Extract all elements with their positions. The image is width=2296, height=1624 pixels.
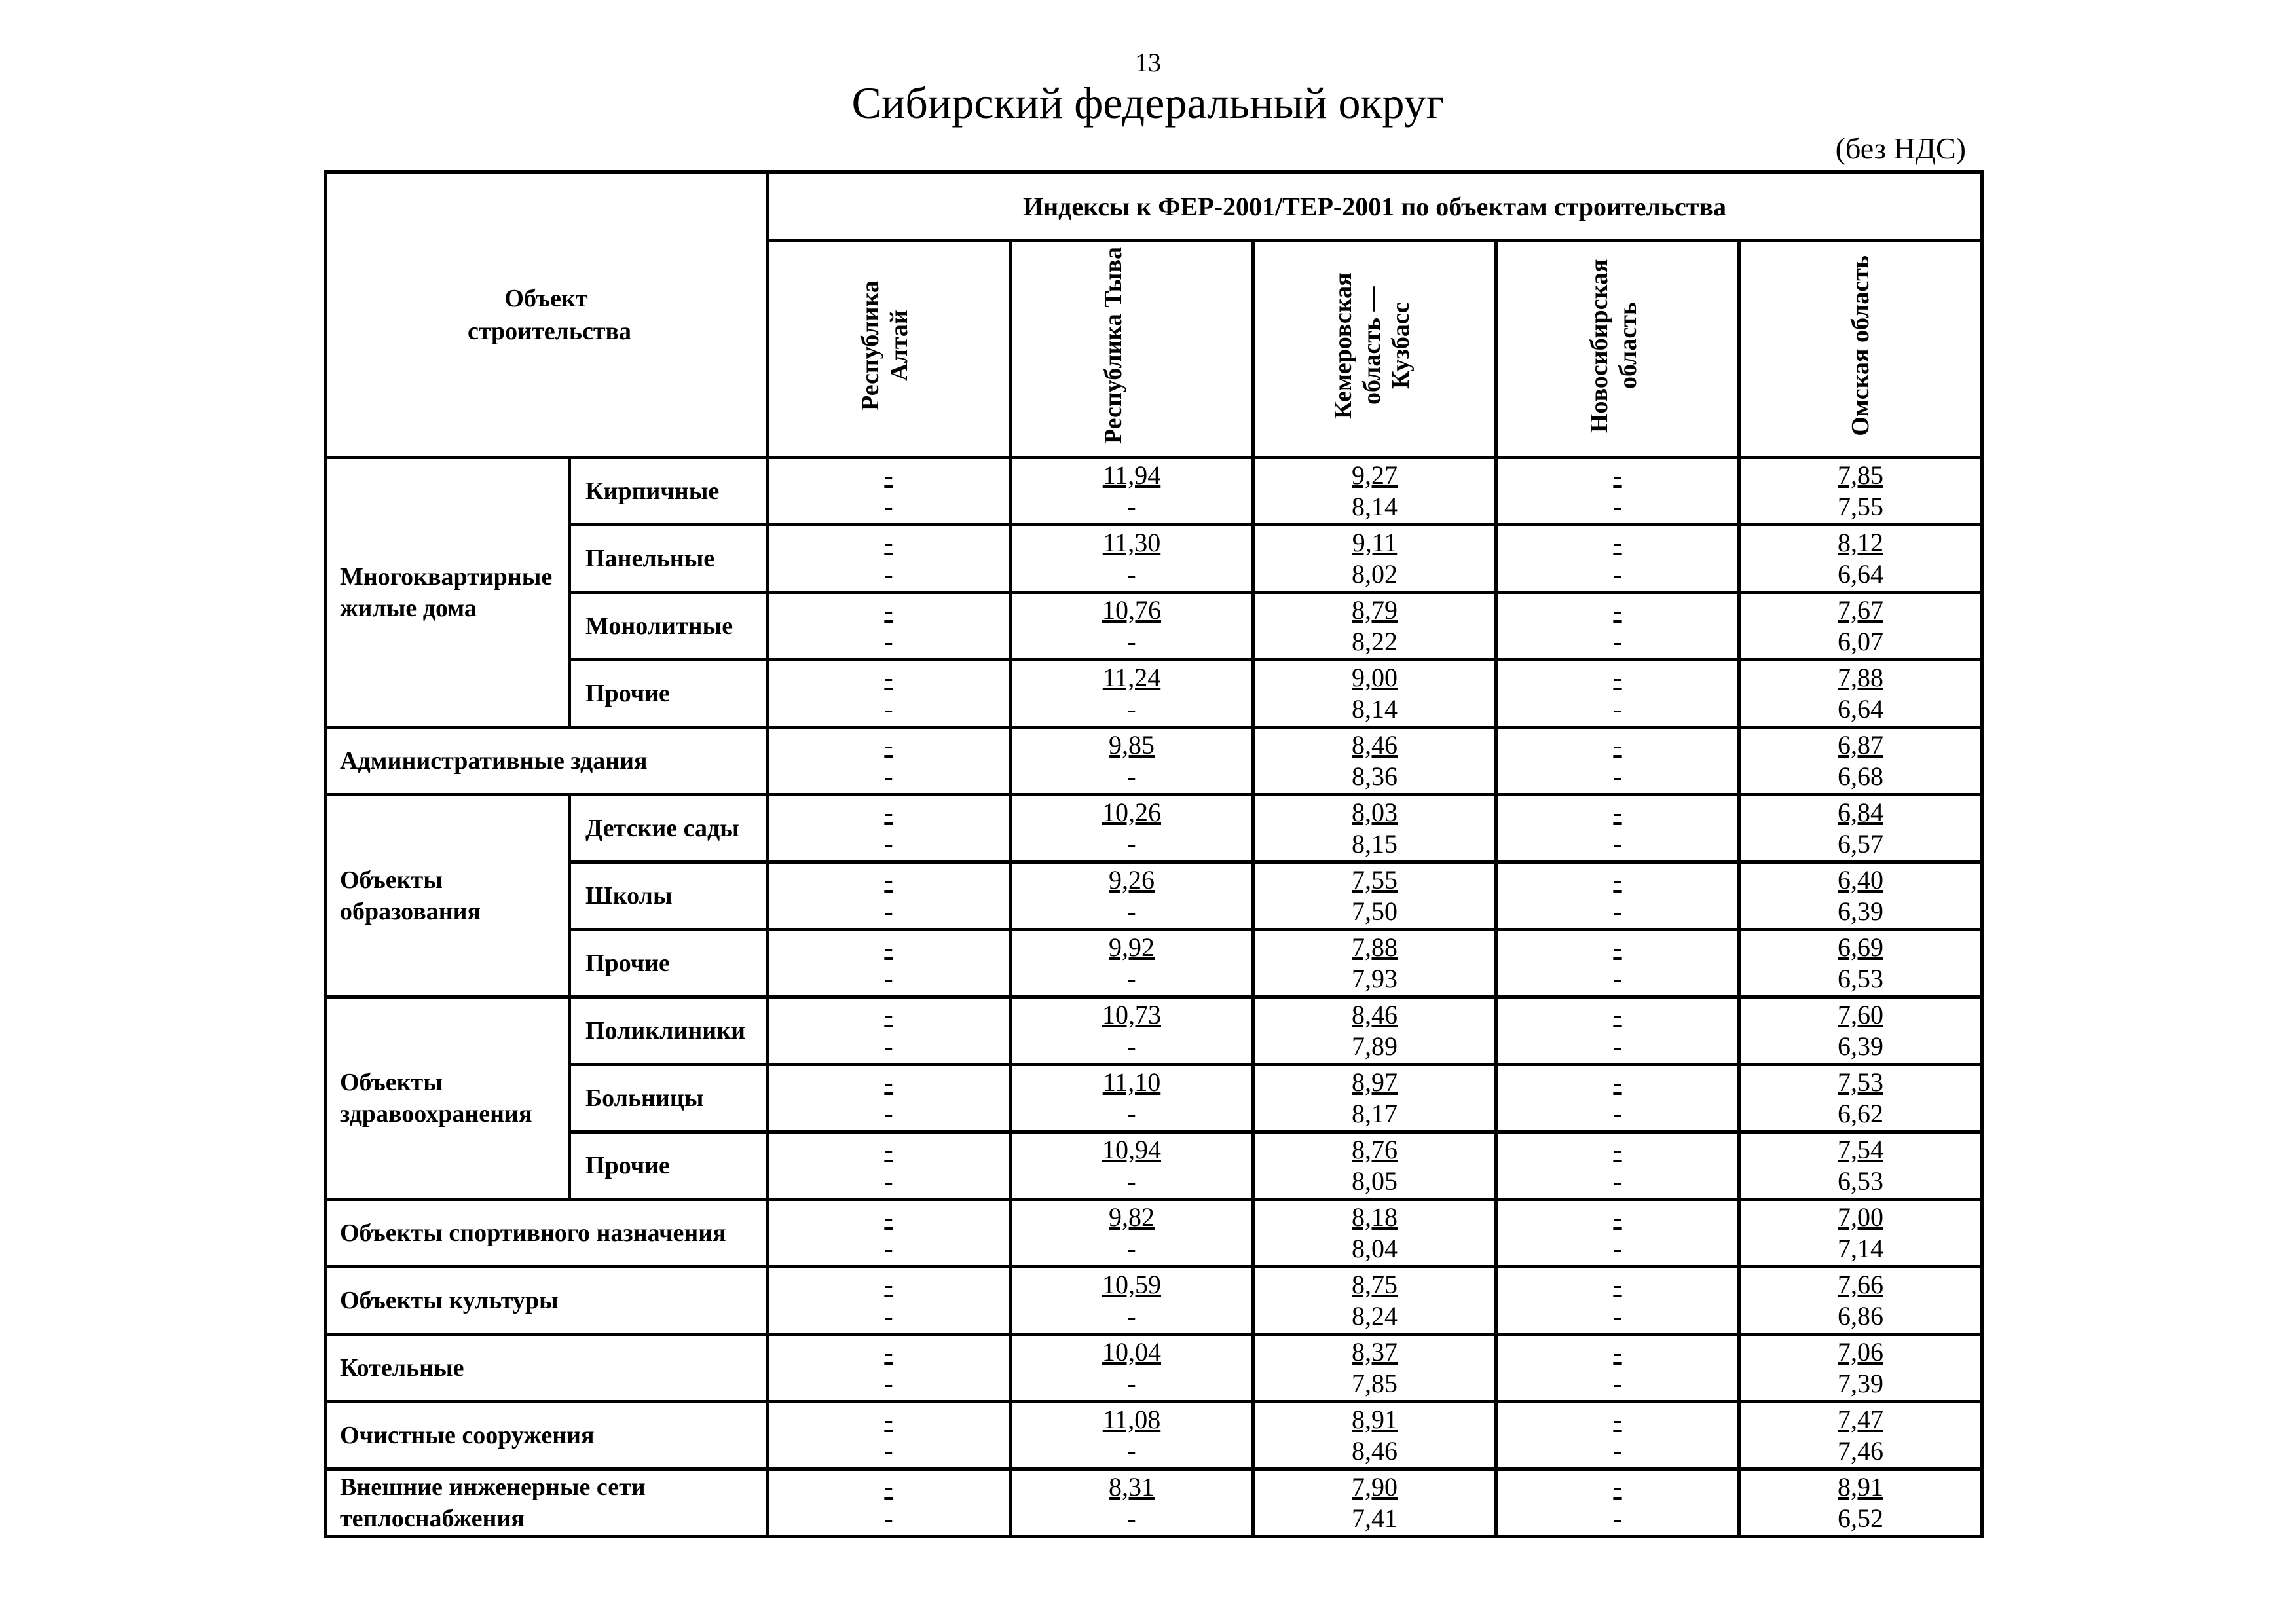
index-value-ter: 6,53 xyxy=(1838,964,1883,993)
index-value-ter: - xyxy=(884,1099,893,1128)
index-cell xyxy=(1010,593,1253,660)
row-group-label: Объекты здравоохранения xyxy=(325,997,570,1200)
index-value-fer: - xyxy=(1613,798,1622,827)
index-value-ter: - xyxy=(1127,762,1136,791)
index-value-fer: - xyxy=(884,1405,893,1434)
index-value-ter: - xyxy=(1613,1234,1622,1263)
index-value-ter: - xyxy=(1127,1301,1136,1331)
index-value-ter: - xyxy=(1613,1301,1622,1331)
index-value-fer: 8,31 xyxy=(1109,1472,1155,1502)
index-value-ter: - xyxy=(1613,896,1622,926)
index-cell xyxy=(1010,930,1253,997)
table-row xyxy=(325,1132,1982,1200)
index-value-fer: 8,03 xyxy=(1352,798,1398,827)
index-cell xyxy=(1739,930,1982,997)
index-cell xyxy=(1496,1132,1739,1200)
index-value-fer: 7,66 xyxy=(1838,1270,1883,1299)
index-cell xyxy=(1739,1402,1982,1469)
index-value-fer: - xyxy=(884,798,893,827)
index-value-ter: 6,64 xyxy=(1838,694,1883,724)
index-value-ter: - xyxy=(1127,694,1136,724)
index-value-ter: 6,39 xyxy=(1838,896,1883,926)
index-value-fer: 10,26 xyxy=(1102,798,1161,827)
index-value-fer: 10,59 xyxy=(1102,1270,1161,1299)
index-value-ter: 7,14 xyxy=(1838,1234,1883,1263)
index-value-fer: 8,75 xyxy=(1352,1270,1398,1299)
table-row xyxy=(325,525,1982,593)
index-cell xyxy=(1739,1065,1982,1132)
index-value-ter: - xyxy=(884,492,893,521)
index-value-ter: - xyxy=(1127,559,1136,589)
index-value-fer: 7,67 xyxy=(1838,595,1883,625)
index-cell xyxy=(1496,862,1739,930)
index-value-fer: 9,27 xyxy=(1352,460,1398,490)
row-sub-label: Больницы xyxy=(570,1065,768,1132)
index-cell xyxy=(1253,997,1496,1065)
index-value-ter: - xyxy=(884,1436,893,1466)
region-header xyxy=(1010,241,1253,458)
index-value-ter: 6,57 xyxy=(1838,829,1883,858)
index-value-ter: - xyxy=(1613,1099,1622,1128)
index-value-fer: - xyxy=(1613,1270,1622,1299)
row-label: Очистные сооружения xyxy=(325,1402,768,1469)
index-cell xyxy=(1496,997,1739,1065)
index-cell xyxy=(768,458,1010,525)
index-value-ter: 8,05 xyxy=(1352,1166,1398,1196)
index-value-ter: - xyxy=(884,694,893,724)
index-value-ter: - xyxy=(1127,1099,1136,1128)
index-value-ter: - xyxy=(1127,964,1136,993)
index-value-fer: 9,26 xyxy=(1109,865,1155,895)
index-value-ter: - xyxy=(1127,1504,1136,1533)
table-row xyxy=(325,593,1982,660)
index-value-ter: 6,07 xyxy=(1838,627,1883,656)
index-value-ter: - xyxy=(884,1301,893,1331)
index-cell xyxy=(768,1065,1010,1132)
table-row xyxy=(325,728,1982,795)
region-header xyxy=(1739,241,1982,458)
row-sub-label: Школы xyxy=(570,862,768,930)
region-header-text: Республика Тыва xyxy=(1100,247,1127,445)
index-cell xyxy=(1496,1335,1739,1402)
index-cell xyxy=(768,1200,1010,1267)
index-cell xyxy=(1010,660,1253,728)
index-cell xyxy=(1010,795,1253,862)
index-value-fer: 7,88 xyxy=(1352,932,1398,962)
index-cell xyxy=(1739,1267,1982,1335)
index-value-ter: 8,14 xyxy=(1352,492,1398,521)
index-value-fer: 6,69 xyxy=(1838,932,1883,962)
indices-header: Индексы к ФЕР-2001/ТЕР-2001 по объектам строительства xyxy=(768,172,1982,241)
index-value-fer: - xyxy=(884,528,893,557)
index-value-fer: 10,94 xyxy=(1102,1135,1161,1164)
index-cell xyxy=(1739,997,1982,1065)
index-value-fer: 8,46 xyxy=(1352,730,1398,760)
index-cell xyxy=(1496,1469,1739,1537)
index-value-ter: 7,93 xyxy=(1352,964,1398,993)
index-cell xyxy=(1253,1267,1496,1335)
table-row xyxy=(325,1065,1982,1132)
index-cell xyxy=(1739,458,1982,525)
index-value-ter: - xyxy=(1127,492,1136,521)
index-value-fer: 9,11 xyxy=(1352,528,1398,557)
index-cell xyxy=(768,1402,1010,1469)
index-value-fer: - xyxy=(884,1135,893,1164)
index-value-ter: - xyxy=(884,896,893,926)
index-value-fer: - xyxy=(1613,460,1622,490)
index-value-fer: 9,00 xyxy=(1352,663,1398,692)
row-sub-label: Прочие xyxy=(570,930,768,997)
index-value-ter: 6,62 xyxy=(1838,1099,1883,1128)
index-value-fer: 7,85 xyxy=(1838,460,1883,490)
index-value-ter: - xyxy=(1127,1369,1136,1398)
index-value-ter: - xyxy=(1127,1234,1136,1263)
index-value-fer: - xyxy=(1613,1337,1622,1367)
index-value-ter: 8,14 xyxy=(1352,694,1398,724)
index-cell xyxy=(1739,1469,1982,1537)
index-cell xyxy=(1496,1267,1739,1335)
index-value-fer: 7,53 xyxy=(1838,1067,1883,1097)
index-value-ter: 6,53 xyxy=(1838,1166,1883,1196)
index-value-ter: 8,15 xyxy=(1352,829,1398,858)
index-cell xyxy=(1739,1200,1982,1267)
index-cell xyxy=(1253,525,1496,593)
index-value-fer: - xyxy=(1613,932,1622,962)
object-header-text: Объект строительства xyxy=(468,284,632,345)
index-value-ter: 7,39 xyxy=(1838,1369,1883,1398)
index-value-fer: 7,60 xyxy=(1838,1000,1883,1029)
table-body xyxy=(325,458,1982,1537)
index-value-fer: 8,46 xyxy=(1352,1000,1398,1029)
index-cell xyxy=(1253,1065,1496,1132)
index-cell xyxy=(1253,1469,1496,1537)
index-value-ter: 8,46 xyxy=(1352,1436,1398,1466)
index-value-ter: - xyxy=(1613,492,1622,521)
index-value-ter: 6,86 xyxy=(1838,1301,1883,1331)
index-cell xyxy=(1010,862,1253,930)
index-cell xyxy=(1496,930,1739,997)
index-value-ter: 7,85 xyxy=(1352,1369,1398,1398)
index-cell xyxy=(1253,795,1496,862)
index-value-ter: 8,24 xyxy=(1352,1301,1398,1331)
index-cell xyxy=(1010,728,1253,795)
index-value-fer: - xyxy=(1613,1135,1622,1164)
index-value-fer: 8,91 xyxy=(1352,1405,1398,1434)
page-title: Сибирский федеральный округ xyxy=(851,78,1445,128)
region-header-text: Новосибирская область xyxy=(1585,259,1642,433)
index-cell xyxy=(1739,660,1982,728)
index-value-ter: 8,17 xyxy=(1352,1099,1398,1128)
index-cell xyxy=(1253,660,1496,728)
index-cell xyxy=(1253,1335,1496,1402)
index-value-fer: - xyxy=(1613,528,1622,557)
index-value-ter: - xyxy=(1613,762,1622,791)
index-value-ter: - xyxy=(1127,1031,1136,1061)
index-value-fer: 8,12 xyxy=(1838,528,1883,557)
index-cell xyxy=(1253,458,1496,525)
index-value-ter: 6,52 xyxy=(1838,1504,1883,1533)
index-cell xyxy=(1496,458,1739,525)
index-value-ter: - xyxy=(1613,1504,1622,1533)
index-cell xyxy=(768,1469,1010,1537)
object-column-header xyxy=(325,172,768,458)
index-cell xyxy=(1253,1132,1496,1200)
index-cell xyxy=(1010,1267,1253,1335)
index-value-fer: - xyxy=(884,1472,893,1502)
index-value-fer: - xyxy=(884,1270,893,1299)
table-row xyxy=(325,1267,1982,1335)
index-cell xyxy=(1010,1065,1253,1132)
row-group-label: Объекты образования xyxy=(325,795,570,997)
region-header-text: Омская область xyxy=(1847,255,1874,436)
row-sub-label: Детские сады xyxy=(570,795,768,862)
index-cell xyxy=(1496,728,1739,795)
index-cell xyxy=(768,1132,1010,1200)
index-value-ter: - xyxy=(884,762,893,791)
index-cell xyxy=(1496,525,1739,593)
region-header-text: Кемеровская область — Кузбасс xyxy=(1329,272,1415,419)
index-value-fer: - xyxy=(1613,595,1622,625)
index-cell xyxy=(1253,1402,1496,1469)
row-sub-label: Поликлиники xyxy=(570,997,768,1065)
index-cell xyxy=(1496,1402,1739,1469)
index-value-ter: - xyxy=(1127,1436,1136,1466)
index-cell xyxy=(1253,930,1496,997)
index-value-fer: - xyxy=(884,1202,893,1232)
index-cell xyxy=(768,593,1010,660)
index-cell xyxy=(768,862,1010,930)
index-cell xyxy=(1253,862,1496,930)
table-row xyxy=(325,795,1982,862)
index-value-fer: 7,00 xyxy=(1838,1202,1883,1232)
index-value-fer: - xyxy=(884,1337,893,1367)
index-value-fer: - xyxy=(1613,730,1622,760)
index-cell xyxy=(1496,795,1739,862)
row-sub-label: Кирпичные xyxy=(570,458,768,525)
index-cell xyxy=(1739,1335,1982,1402)
index-value-fer: 9,92 xyxy=(1109,932,1155,962)
index-value-ter: - xyxy=(884,559,893,589)
vat-note: (без НДС) xyxy=(1835,132,1966,165)
index-value-fer: - xyxy=(884,865,893,895)
index-value-fer: 11,30 xyxy=(1102,528,1161,557)
index-value-ter: 8,04 xyxy=(1352,1234,1398,1263)
index-value-ter: 7,41 xyxy=(1352,1504,1398,1533)
index-value-ter: - xyxy=(1613,964,1622,993)
index-value-fer: - xyxy=(884,730,893,760)
index-cell xyxy=(1253,593,1496,660)
index-cell xyxy=(1496,1065,1739,1132)
index-value-fer: 8,18 xyxy=(1352,1202,1398,1232)
index-value-ter: 6,68 xyxy=(1838,762,1883,791)
row-sub-label: Прочие xyxy=(570,660,768,728)
index-cell xyxy=(1010,1200,1253,1267)
region-header xyxy=(1253,241,1496,458)
index-value-ter: - xyxy=(884,1031,893,1061)
index-value-ter: 8,02 xyxy=(1352,559,1398,589)
index-value-fer: 11,24 xyxy=(1102,663,1161,692)
index-cell xyxy=(1496,593,1739,660)
index-value-fer: 6,84 xyxy=(1838,798,1883,827)
index-cell xyxy=(1739,795,1982,862)
row-sub-label: Прочие xyxy=(570,1132,768,1200)
index-cell xyxy=(1739,593,1982,660)
row-sub-label: Панельные xyxy=(570,525,768,593)
index-cell xyxy=(1739,728,1982,795)
row-sub-label: Монолитные xyxy=(570,593,768,660)
index-value-fer: 8,37 xyxy=(1352,1337,1398,1367)
index-value-ter: - xyxy=(1127,627,1136,656)
index-cell xyxy=(1739,1132,1982,1200)
index-cell xyxy=(1010,1469,1253,1537)
index-cell xyxy=(1253,1200,1496,1267)
index-value-fer: 7,88 xyxy=(1838,663,1883,692)
index-value-fer: 10,76 xyxy=(1102,595,1161,625)
index-value-ter: 7,89 xyxy=(1352,1031,1398,1061)
table-row xyxy=(325,1469,1982,1537)
index-value-fer: - xyxy=(884,1000,893,1029)
index-value-fer: 6,87 xyxy=(1838,730,1883,760)
index-value-fer: 10,04 xyxy=(1102,1337,1161,1367)
table-row xyxy=(325,997,1982,1065)
index-value-fer: - xyxy=(1613,663,1622,692)
index-cell xyxy=(1496,660,1739,728)
index-value-fer: - xyxy=(884,663,893,692)
index-cell xyxy=(1010,1132,1253,1200)
index-value-fer: - xyxy=(884,1067,893,1097)
table-row xyxy=(325,660,1982,728)
table-row xyxy=(325,1335,1982,1402)
index-value-fer: 8,76 xyxy=(1352,1135,1398,1164)
index-cell xyxy=(768,1267,1010,1335)
index-value-fer: - xyxy=(1613,1472,1622,1502)
index-cell xyxy=(1739,862,1982,930)
index-value-fer: - xyxy=(884,595,893,625)
index-value-fer: 7,54 xyxy=(1838,1135,1883,1164)
index-value-ter: 7,46 xyxy=(1838,1436,1883,1466)
table-row xyxy=(325,458,1982,525)
index-value-ter: 7,55 xyxy=(1838,492,1883,521)
index-value-ter: 8,22 xyxy=(1352,627,1398,656)
index-cell xyxy=(768,728,1010,795)
index-value-fer: 8,79 xyxy=(1352,595,1398,625)
index-value-ter: - xyxy=(1613,1436,1622,1466)
index-value-ter: - xyxy=(884,964,893,993)
region-header xyxy=(768,241,1010,458)
index-value-ter: - xyxy=(884,1166,893,1196)
row-label: Объекты культуры xyxy=(325,1267,768,1335)
table-row xyxy=(325,1402,1982,1469)
table-row xyxy=(325,930,1982,997)
index-cell xyxy=(1010,525,1253,593)
index-cell xyxy=(1010,997,1253,1065)
row-label: Внешние инженерные сети теплоснабжения xyxy=(325,1469,768,1537)
row-label: Котельные xyxy=(325,1335,768,1402)
index-value-ter: 6,64 xyxy=(1838,559,1883,589)
index-value-fer: 9,85 xyxy=(1109,730,1155,760)
index-value-fer: 8,97 xyxy=(1352,1067,1398,1097)
index-value-fer: - xyxy=(1613,1202,1622,1232)
index-value-ter: - xyxy=(1127,1166,1136,1196)
index-value-fer: - xyxy=(1613,1405,1622,1434)
region-header-text: Республика Алтай xyxy=(857,280,913,411)
index-cell xyxy=(1739,525,1982,593)
index-value-ter: - xyxy=(1127,829,1136,858)
index-value-fer: 7,55 xyxy=(1352,865,1398,895)
index-cell xyxy=(1010,1335,1253,1402)
table-row xyxy=(325,1200,1982,1267)
index-cell xyxy=(1253,728,1496,795)
row-label: Объекты спортивного назначения xyxy=(325,1200,768,1267)
index-value-ter: - xyxy=(884,829,893,858)
index-value-fer: 9,82 xyxy=(1109,1202,1155,1232)
region-header xyxy=(1496,241,1739,458)
index-value-fer: 11,10 xyxy=(1102,1067,1161,1097)
index-value-fer: 10,73 xyxy=(1102,1000,1161,1029)
index-value-fer: - xyxy=(884,932,893,962)
index-value-ter: 7,50 xyxy=(1352,896,1398,926)
index-value-fer: - xyxy=(1613,1067,1622,1097)
page-number: 13 xyxy=(1135,48,1161,77)
index-value-ter: - xyxy=(884,1504,893,1533)
index-value-fer: - xyxy=(1613,865,1622,895)
index-value-fer: 11,08 xyxy=(1102,1405,1161,1434)
index-value-fer: 6,40 xyxy=(1838,865,1883,895)
index-value-fer: 11,94 xyxy=(1102,460,1161,490)
index-value-ter: - xyxy=(1613,559,1622,589)
index-cell xyxy=(768,997,1010,1065)
index-value-fer: - xyxy=(1613,1000,1622,1029)
index-cell xyxy=(768,930,1010,997)
table-row xyxy=(325,862,1982,930)
index-value-ter: - xyxy=(1613,829,1622,858)
index-value-fer: - xyxy=(884,460,893,490)
index-value-ter: - xyxy=(884,1369,893,1398)
row-label: Административные здания xyxy=(325,728,768,795)
index-cell xyxy=(1496,1200,1739,1267)
index-value-ter: - xyxy=(884,627,893,656)
row-group-label: Многоквартирные жилые дома xyxy=(325,458,570,728)
index-value-ter: - xyxy=(1613,627,1622,656)
index-value-fer: 7,47 xyxy=(1838,1405,1883,1434)
indices-table xyxy=(324,170,1984,1538)
index-cell xyxy=(1010,458,1253,525)
index-cell xyxy=(768,660,1010,728)
index-value-ter: - xyxy=(1613,694,1622,724)
index-cell xyxy=(768,1335,1010,1402)
index-value-ter: 6,39 xyxy=(1838,1031,1883,1061)
index-value-ter: 8,36 xyxy=(1352,762,1398,791)
index-value-fer: 7,06 xyxy=(1838,1337,1883,1367)
index-cell xyxy=(1010,1402,1253,1469)
index-value-fer: 8,91 xyxy=(1838,1472,1883,1502)
index-value-ter: - xyxy=(1613,1166,1622,1196)
index-cell xyxy=(768,795,1010,862)
index-cell xyxy=(768,525,1010,593)
index-value-ter: - xyxy=(1613,1031,1622,1061)
index-value-fer: 7,90 xyxy=(1352,1472,1398,1502)
index-value-ter: - xyxy=(1613,1369,1622,1398)
index-value-ter: - xyxy=(884,1234,893,1263)
index-value-ter: - xyxy=(1127,896,1136,926)
